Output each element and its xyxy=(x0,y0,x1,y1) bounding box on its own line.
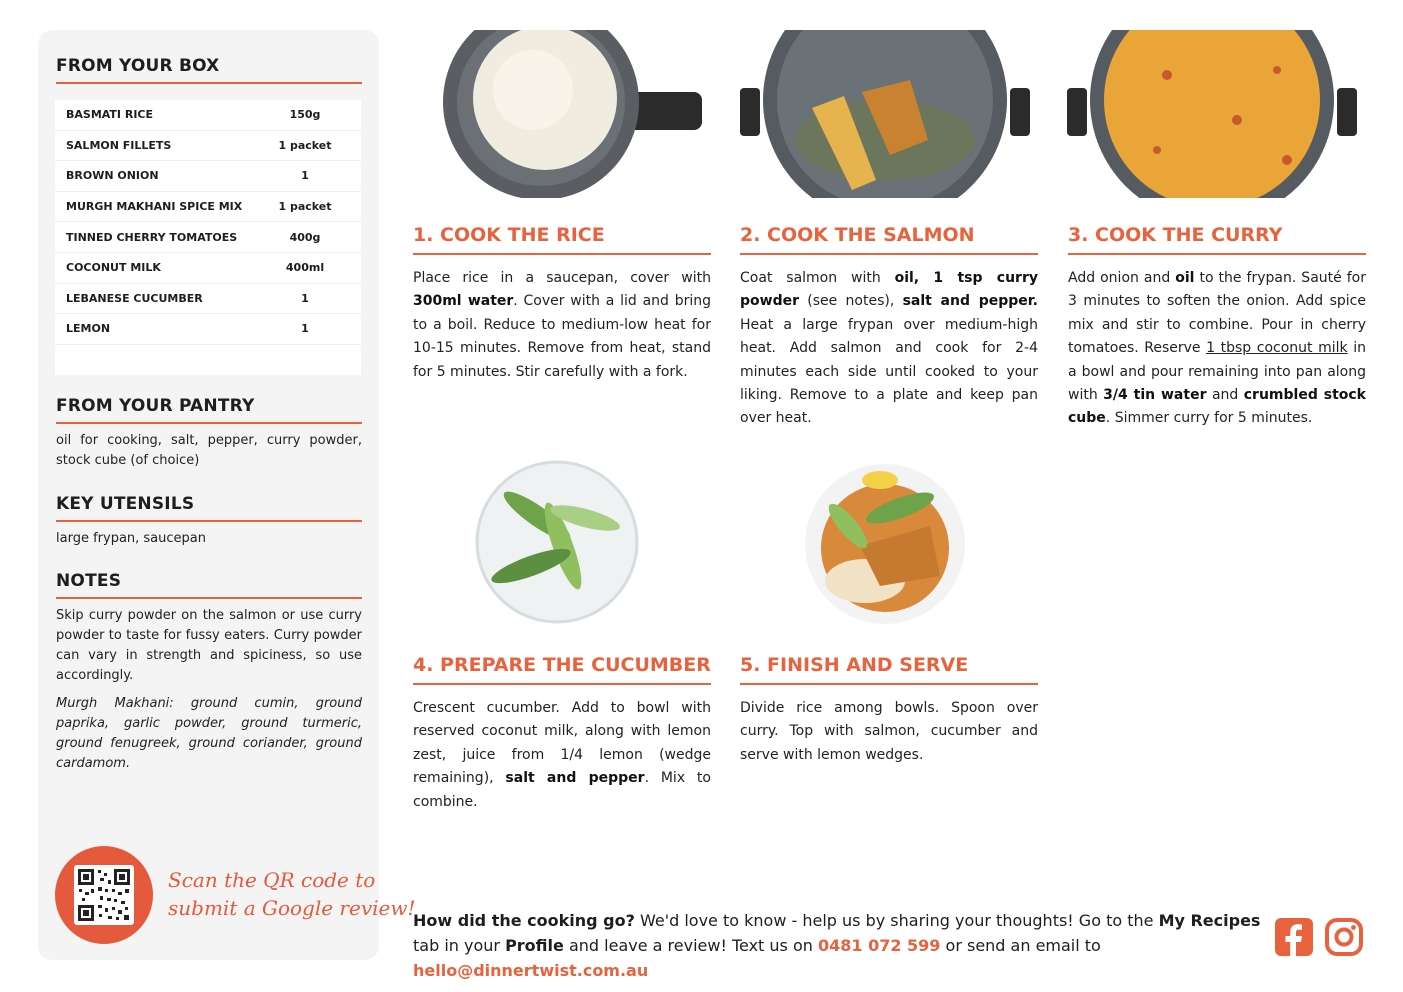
step-5-text xyxy=(740,697,1038,767)
notes-title: NOTES xyxy=(56,571,122,591)
section-divider xyxy=(56,520,362,522)
salmon-pan-photo xyxy=(740,30,1038,198)
step-4-title: 4. PREPARE THE CUCUMBER xyxy=(413,654,711,676)
text-run: Divide rice among bowls. Spoon over curry. Top with salmon, cucumber and serve with lemon wedges. xyxy=(740,700,1038,763)
table-row xyxy=(55,100,361,131)
text-run: Crescent cucumber. Add to bowl with reserved coconut milk, along with lemon zest, juice from 1/4 lemon (wedge remaining), xyxy=(413,700,711,787)
key-utensils-title: KEY UTENSILS xyxy=(56,494,195,514)
bold-run: salt and pepper xyxy=(505,770,645,787)
text-run: Add onion and xyxy=(1068,270,1176,286)
step-divider xyxy=(1068,253,1366,255)
from-your-box-title: FROM YOUR BOX xyxy=(56,56,220,76)
text-run: to the frypan. Sauté for 3 minutes to soften the onion. Add spice mix and stir to combine. Pour in cherry tomatoes. Reserve xyxy=(1068,270,1367,357)
text-run: in a bowl and pour remaining into pan along with xyxy=(1068,340,1367,404)
ingredient-name: COCONUT MILK xyxy=(66,261,161,275)
ingredient-qty: 1 xyxy=(301,169,309,183)
table-row xyxy=(55,284,361,315)
ingredient-qty: 400g xyxy=(289,230,321,244)
text-run: . Cover with a lid and bring to a boil. Reduce to medium-low heat for 10-15 minutes. Remove from heat, stand for 5 minutes. Stir carefully with a fork. xyxy=(413,293,711,380)
text-run: We'd love to know - help us by sharing your thoughts! Go to the xyxy=(634,911,1159,930)
bold-run: How did the cooking go? xyxy=(413,911,635,930)
ingredient-qty: 400ml xyxy=(285,261,325,275)
instagram-icon[interactable] xyxy=(1325,918,1363,956)
step-divider xyxy=(740,683,1038,685)
bold-run: My Recipes xyxy=(1158,911,1261,930)
step-4-text xyxy=(413,697,711,814)
ingredient-qty: 150g xyxy=(289,108,321,122)
table-row xyxy=(55,253,361,284)
facebook-icon[interactable] xyxy=(1275,918,1313,956)
step-1-title: 1. COOK THE RICE xyxy=(413,224,605,246)
ingredient-qty: 1 packet xyxy=(278,138,332,152)
ingredient-name: LEMON xyxy=(66,322,111,336)
table-row xyxy=(55,314,361,345)
bold-run: oil xyxy=(1175,270,1195,286)
table-row xyxy=(55,222,361,253)
ingredient-qty: 1 xyxy=(301,322,309,336)
bold-run: Profile xyxy=(505,936,564,955)
ingredient-name: BROWN ONION xyxy=(66,169,159,183)
utensils-text: large frypan, saucepan xyxy=(56,531,206,546)
ingredients-sidebar xyxy=(38,30,416,960)
text-run: and xyxy=(1206,387,1244,404)
step-2-text xyxy=(740,267,1038,431)
step-2-title: 2. COOK THE SALMON xyxy=(740,224,975,246)
step-divider xyxy=(740,253,1038,255)
ingredient-name: TINNED CHERRY TOMATOES xyxy=(66,230,238,244)
ingredient-name: SALMON FILLETS xyxy=(66,138,172,152)
ingredient-qty: 1 xyxy=(301,291,309,305)
text-run: (see notes), xyxy=(799,293,903,310)
text-run: and leave a review! Text us on xyxy=(563,936,818,955)
ingredients-table xyxy=(55,100,361,375)
text-run: . Simmer curry for 5 minutes. xyxy=(1105,410,1313,427)
section-divider xyxy=(56,422,362,424)
bold-run: crumbled stock cube xyxy=(1068,387,1366,427)
underlined-run: 1 tbsp coconut milk xyxy=(1206,340,1348,357)
finished-dish-photo xyxy=(740,456,1038,636)
bold-run: 3/4 tin water xyxy=(1103,387,1207,404)
contact-link[interactable]: hello@dinnertwist.com.au xyxy=(413,961,649,980)
ingredient-name: MURGH MAKHANI SPICE MIX xyxy=(66,200,243,214)
step-3-text xyxy=(1068,267,1366,431)
review-footer-text xyxy=(413,908,1263,983)
ingredient-name: LEBANESE CUCUMBER xyxy=(66,291,203,305)
qr-caption-line1: Scan the QR code to xyxy=(168,868,376,892)
step-5-title: 5. FINISH AND SERVE xyxy=(740,654,969,676)
table-row xyxy=(55,131,361,162)
qr-caption-line2: submit a Google review! xyxy=(168,896,416,920)
bold-run: salt and pepper. xyxy=(902,293,1038,310)
step-1-text xyxy=(413,267,711,384)
contact-link[interactable]: 0481 072 599 xyxy=(817,936,941,955)
cucumber-bowl-photo xyxy=(413,456,711,636)
qr-code-icon xyxy=(74,865,134,925)
bold-run: oil, 1 tsp curry powder xyxy=(740,270,1038,310)
section-divider xyxy=(56,597,362,599)
table-row xyxy=(55,192,361,223)
text-run: Heat a large frypan over medium-high heat. Add salmon and cook for 2-4 minutes each side until cooked to your liking. Remove to a plate and keep pan over heat. xyxy=(740,316,1038,427)
ingredient-name: BASMATI RICE xyxy=(66,108,154,122)
text-run: . Mix to combine. xyxy=(413,770,711,810)
rice-pot-photo xyxy=(413,30,711,198)
section-divider xyxy=(56,82,362,84)
pantry-text: oil for cooking, salt, pepper, curry powder, stock cube (of choice) xyxy=(56,433,362,468)
from-your-pantry-title: FROM YOUR PANTRY xyxy=(56,396,255,416)
text-run: Coat salmon with xyxy=(740,270,895,286)
step-divider xyxy=(413,253,711,255)
table-row xyxy=(55,161,361,192)
notes-text: Skip curry powder on the salmon or use curry powder to taste for fussy eaters. Curry powder can vary in strength and spiciness, so use accordingly. xyxy=(56,608,362,683)
step-divider xyxy=(413,683,711,685)
ingredient-qty: 1 packet xyxy=(278,200,332,214)
qr-badge[interactable] xyxy=(55,846,153,944)
text-run: or send an email to xyxy=(940,936,1101,955)
step-3-title: 3. COOK THE CURRY xyxy=(1068,224,1283,246)
curry-pan-photo xyxy=(1067,30,1365,198)
notes-spice-text: Murgh Makhani: ground cumin, ground paprika, garlic powder, ground turmeric, ground fenugreek, ground coriander, ground cardamom. xyxy=(56,696,362,771)
bold-run: 300ml water xyxy=(413,293,514,310)
text-run: tab in your xyxy=(413,936,506,955)
text-run: Place rice in a saucepan, cover with xyxy=(413,270,711,286)
